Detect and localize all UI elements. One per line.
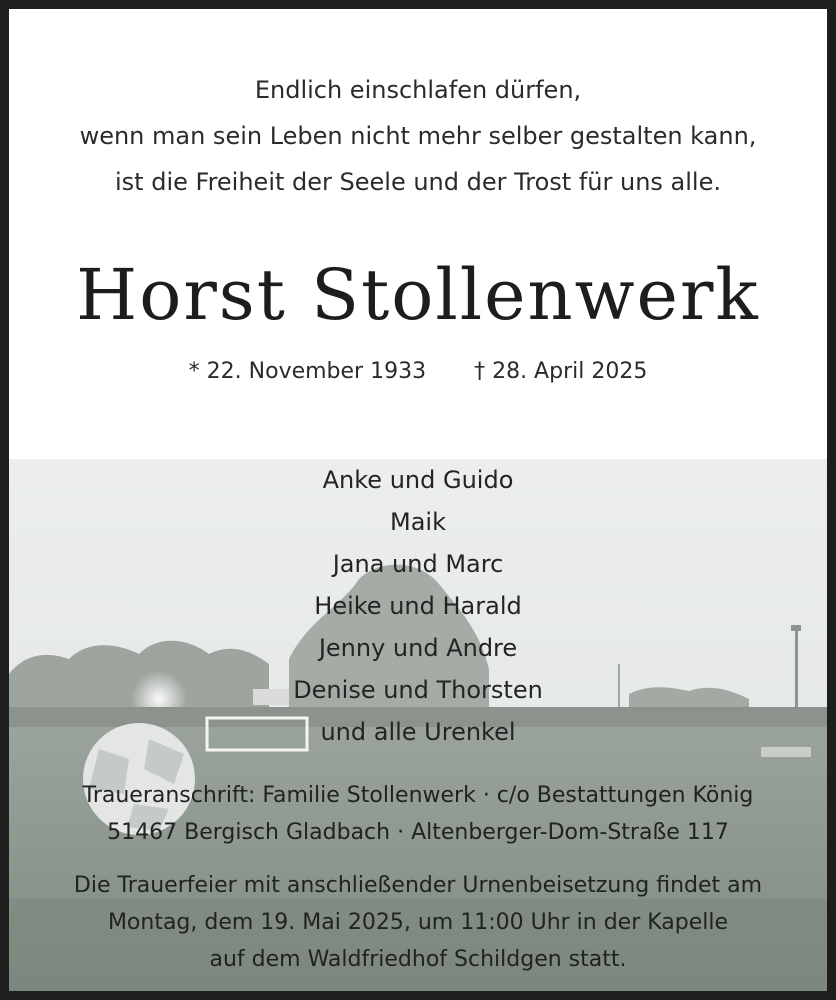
quote-line: wenn man sein Leben nicht mehr selber gestalten kann, (79, 122, 757, 150)
birth-date: * 22. November 1933 (188, 359, 427, 384)
family-member: Denise und Thorsten (293, 676, 543, 704)
ceremony-line: auf dem Waldfriedhof Schildgen statt. (209, 947, 627, 972)
family-member: und alle Urenkel (320, 718, 516, 746)
life-dates (9, 359, 827, 384)
family-member: Heike und Harald (314, 592, 522, 620)
address-line: Traueranschrift: Familie Stollenwerk · c/o Bestattungen König (82, 783, 754, 808)
mourning-address (9, 777, 827, 851)
family-member: Jana und Marc (332, 550, 504, 578)
ceremony-line: Montag, dem 19. Mai 2025, um 11:00 Uhr in der Kapelle (107, 910, 729, 935)
ceremony-line: Die Trauerfeier mit anschließender Urnenbeisetzung findet am (73, 873, 763, 898)
quote-line: ist die Freiheit der Seele und der Trost für uns alle. (115, 168, 721, 196)
family-member: Anke und Guido (322, 466, 514, 494)
quote-line: Endlich einschlafen dürfen, (254, 76, 582, 104)
quote-block (9, 67, 827, 205)
family-member: Jenny und Andre (318, 634, 518, 662)
family-member: Maik (390, 508, 446, 536)
ceremony-info (9, 867, 827, 978)
address-line: 51467 Bergisch Gladbach · Altenberger-Dom-Straße 117 (107, 820, 729, 845)
death-date: † 28. April 2025 (474, 359, 648, 384)
deceased-name: Horst Stollenwerk (76, 254, 760, 336)
family-list (9, 459, 827, 753)
